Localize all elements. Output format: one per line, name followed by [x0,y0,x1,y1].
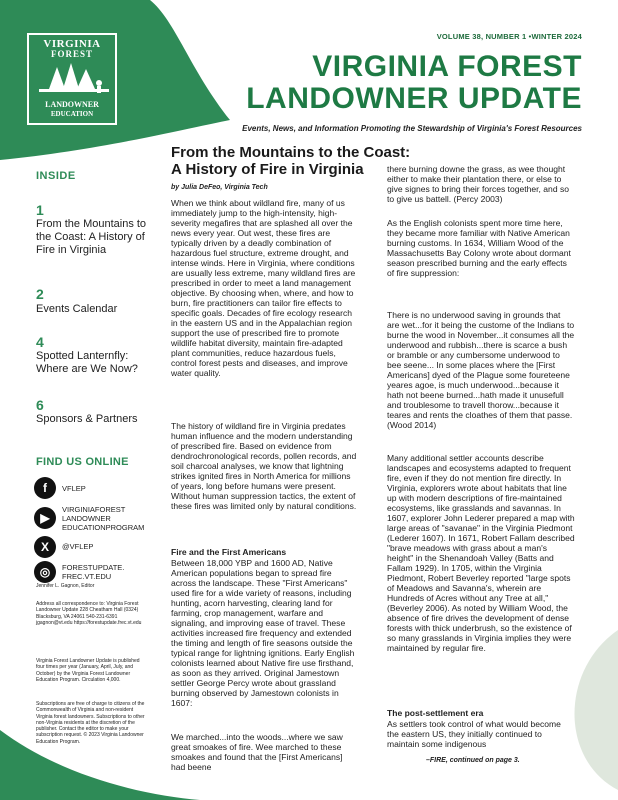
logo-title-forest: FOREST [50,49,93,59]
article-paragraph: Between 18,000 YBP and 1600 AD, Native American populations began to spread fire across the landscape. These "First Americans" used fire for a wide variety of reasons, including hunting, acorn harvesting, clearing land for farming, crop management, warfare and signaling, and improving ease of travel. These activities increased fire frequency and extended the timing and length of fire seasons outside the typical range for lightning ignitions. Early English colonists learned about Native fire use firsthand, as soon as they arrived. Original Jamestown settler George Percy wrote about grassland burning observed by Jamestown colonists in 1607: [171,558,355,708]
article-byline: by Julia DeFeo, Virginia Tech [171,184,268,191]
article-quote: there burning downe the grass, as wee thought either to make their plantation there, or else to give signes to bring their forces together, and so to give us battell. (Percy 2003) [387,164,569,204]
toc-item-spotted-lanternfly[interactable]: Spotted Lanternfly: Where are We Now? [36,350,138,375]
facebook-icon[interactable]: f [34,477,56,499]
toc-item-fire-history[interactable]: From the Mountains to the Coast: A History of Fire in Virginia [36,218,147,256]
continued-link[interactable]: –FIRE, continued on page 3. [426,757,520,764]
article-paragraph: Many additional settler accounts describe landscapes and ecosystems adapted to frequent fire, even if they do not mention fire directly. In Virginia, explorers wrote about habitats that line up with modern descriptions of fire-maintained ecosystems, like grasslands and savannas. In 1607, explorer John Lederer prepared a map with large areas of "savanae" in the Virginia Piedmont (Lederer 1607). In 1671, Robert Fallam described "brave meadows with grass about a man's height" in the Shenandoah Valley (Batts and Fallam 1929). In 1705, within the Virginia Piedmont, Robert Beverley reported "large spots of Meadows and Savanna's, wherein are Hundreds of Acres without any Tree at all," (Beverley 2006). As noted by William Wood, the absence of fire drives the development of dense forests with thick underbrush, so the existence of so many grasslands in Virginia implies they were maintained by regular fire. [387,453,575,653]
article-paragraph: As the English colonists spent more time here, they became more familiar with Native American burning customs. In 1634, William Wood of the Massachusetts Bay Colony wrote about dormant season prescribed burning and the early effects of fire suppression: [387,218,571,278]
x-icon[interactable]: X [34,536,56,558]
facebook-handle[interactable]: VFLEP [62,484,86,493]
logo-subtitle: LANDOWNER [45,100,99,109]
mailing-address: Address all correspondence to: Virginia Forest Landowner Update 228 Cheatham Hall (0324) Blacksburg, VA 24061 540-231-6391 jgagnon@vt.edu https://forestupdate.frec.vt.edu [36,601,142,626]
toc-page-number: 2 [36,286,44,302]
article-paragraph: As settlers took control of what would become the eastern US, they initially continued to maintain some indigenous [387,719,561,749]
toc-page-number: 1 [36,202,44,218]
find-us-heading: FIND US ONLINE [36,456,129,468]
toc-page-number: 4 [36,334,44,350]
logo-title: VIRGINIA [43,38,101,50]
article-quote: We marched...into the woods...where we saw great smoakes of fire. Wee marched to these smoakes and found that the [First Americans] had beene [171,732,343,772]
website-link[interactable]: FORESTUPDATE. FREC.VT.EDU [62,563,125,581]
x-handle[interactable]: @VFLEP [62,542,94,551]
article-paragraph: When we think about wildland fire, many of us immediately jump to the high-intensity, high-severity megafires that are splashed all over the news every year. Out west, these fires are typically driven by a deadly combination of hazardous fuel structure, extreme drought, and intense winds. Here in Virginia, where conditions are usually less extreme, many wildland fires are prescribed in order to meet a land management objective. By choosing when, where, and how to burn, fire practitioners can tailor fire effects to specific goals. Decades of fire ecology research in the eastern US and in the Appalachian region support the use of prescribed fire to promote wildlife habitat diversity, maintain fire-adapted plant communities, reduce hazardous fuels, control forest pests and diseases, and improve water quality. [171,198,356,378]
issue-volume: VOLUME 38, NUMBER 1 •WINTER 2024 [436,32,582,41]
youtube-icon[interactable]: ▶ [34,507,56,529]
editor-credit: Jennifer L. Gagnon, Editor [36,583,95,589]
logo-subtitle-education: EDUCATION [50,110,94,118]
inside-heading: INSIDE [36,170,76,182]
subscription-info: Subscriptions are free of charge to citizens of the Commonwealth of Virginia and non-resident Virginia forest landowners. Subscriptions to other non-Virginia residents at the discretion of the publisher. Contact the editor to make your subscription request. © 2023 Virginia Landowner Education Program. [36,701,145,745]
section-heading: Fire and the First Americans [171,547,287,557]
forest-landowner-logo-icon [39,59,109,99]
youtube-channel[interactable]: VIRGINIAFOREST LANDOWNER EDUCATIONPROGRAM [62,505,145,532]
masthead-line-2: LANDOWNER UPDATE [246,82,582,115]
tagline: Events, News, and Information Promoting the Stewardship of Virginia's Forest Resources [242,124,582,133]
vflep-logo [27,33,117,125]
article-title: From the Mountains to the Coast: A History of Fire in Virginia [171,144,411,178]
section-heading: The post-settlement era [387,708,484,718]
web-icon[interactable]: ◎ [34,561,56,583]
toc-item-events-calendar[interactable]: Events Calendar [36,303,118,315]
article-paragraph: The history of wildland fire in Virginia predates human influence and the modern understanding of prescribed fire. Based on evidence from dendrochronological records, pollen records, and soil charcoal analyses, we know that lightning strikes ignited fires in North America for millions of years, long before humans were present. Without human suppression tactics, the extent of these fires was limited only by natural conditions. [171,421,357,511]
masthead-line-1: VIRGINIA FOREST [312,50,582,83]
publication-info: Virginia Forest Landowner Update is published four times per year (January, April, July, and October) by the Virginia Forest Landowner Education Program. Circulation 4,000. [36,658,140,683]
toc-page-number: 6 [36,397,44,413]
article-quote: There is no underwood saving in grounds that are wet...for it being the custome of the Indians to burne the wood in November...it consumes all the underwood and rubbish...there is scarce a bush or bramble or any cumbersome underwood to bee seene... In some places where the [First Americans] dyed of the Plague some foureteene yeares agoe, is much underwood...because it hath not beene burned...hath made it unusefull and troublesome to travell thorow...because it teares and rents the cloathes of them that passe. (Wood 2014) [387,310,575,430]
toc-item-sponsors[interactable]: Sponsors & Partners [36,413,138,425]
